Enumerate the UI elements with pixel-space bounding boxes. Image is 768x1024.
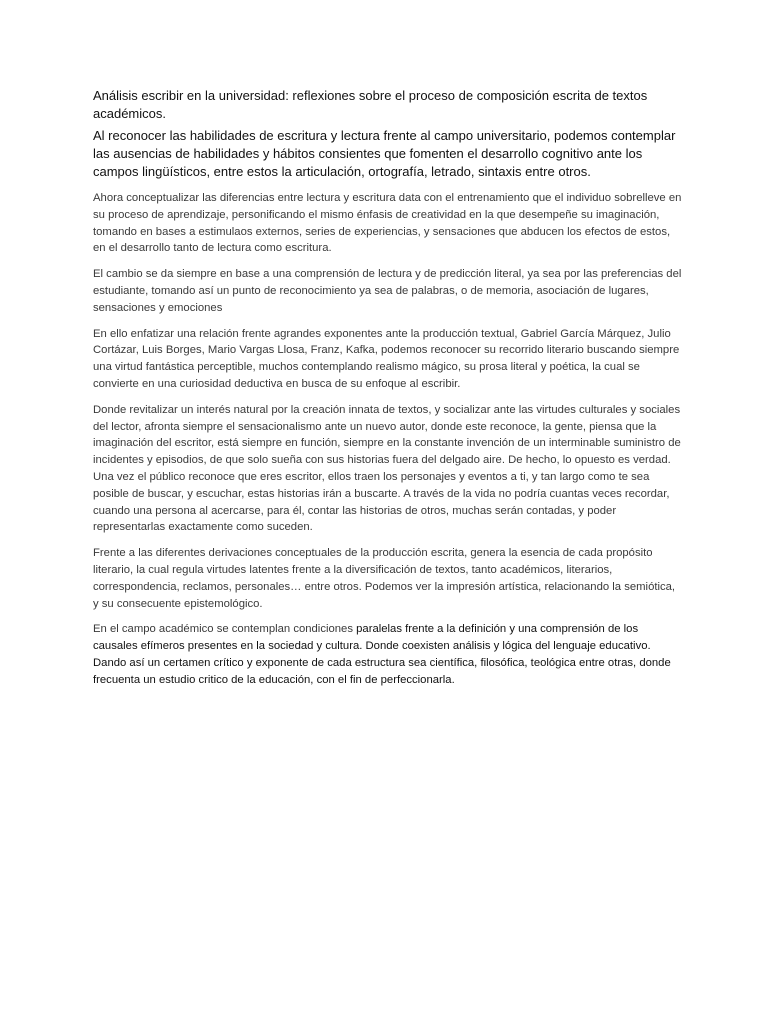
document-title: Análisis escribir en la universidad: reflexiones sobre el proceso de composición escrita de textos académicos. <box>93 88 648 121</box>
body-paragraph-3: En ello enfatizar una relación frente agrandes exponentes ante la producción textual, Gabriel García Márquez, Julio Cortázar, Luis Borges, Mario Vargas Llosa, Franz, Kafka, podemos reconocer su recorrido literario buscando siempre una virtud fantástica perceptible, muchos contemplando realismo mágico, su prosa literal y poética, la cual se convierte en una curiosidad deductiva en busca de su enfoque al escribir. <box>93 327 680 390</box>
document-body <box>93 87 683 689</box>
body-paragraph-2: El cambio se da siempre en base a una comprensión de lectura y de predicción literal, ya sea por las preferencias del estudiante, tomando así un punto de reconocimiento ya sea de palabras, o de memoria, asociación de lugares, sensaciones y emociones <box>93 268 682 314</box>
body-paragraph-4: Donde revitalizar un interés natural por la creación innata de textos, y socializar ante las virtudes culturales y sociales del lector, afronta siempre el sensacionalismo ante un nuevo autor, donde este reconoce, la gente, piensa que la imaginación del escritor, está siempre en función, siempre en la constante invención de un interminable suministro de incidentes y episodios, de que solo sueña con sus historias fuera del delgado aire. De hecho, lo opuesto es verdad. Una vez el público reconoce que eres escritor, ellos traen los personajes y eventos a ti, y tan largo como te sea posible de buscar, y escuchar, estas historias irán a buscarte. A través de la vida no podría cuantas veces recordar, cuando una persona al acercarse, para él, contar las historias de otros, muchas serán contadas, y poder representarlas exactamente como suceden. <box>93 403 681 534</box>
closing-paragraph-body: paralelas frente a la definición y una comprensión de los causales efímeros presentes en la sociedad y cultura. Donde coexisten análisis y lógica del lenguaje educativo. Dando así un certamen crítico y exponente de cada estructura sea científica, filosófica, teológica entre otras, donde frecuenta un estudio critico de la educación, con el fin de perfeccionarla. <box>93 623 671 686</box>
lead-paragraph: Al reconocer las habilidades de escritura y lectura frente al campo universitario, podemos contemplar las ausencias de habilidades y hábitos consientes que fomenten el desarrollo cognitivo ante los campos lingüísticos, entre estos la articulación, ortografía, letrado, sintaxis entre otros. <box>93 128 676 179</box>
closing-paragraph <box>93 621 683 688</box>
closing-paragraph-intro: En el campo académico se contemplan condiciones <box>93 623 357 636</box>
body-paragraph-5: Frente a las diferentes derivaciones conceptuales de la producción escrita, genera la esencia de cada propósito literario, la cual regula virtudes latentes frente a la diversificación de textos, tanto académicos, literarios, correspondencia, reclamos, personales… entre otros. Podemos ver la impresión artística, relacionando la semiótica, y su consecuente epistemológico. <box>93 547 676 610</box>
body-paragraph-1: Ahora conceptualizar las diferencias entre lectura y escritura data con el entrenamiento que el individuo sobrelleve en su proceso de aprendizaje, personificando el mismo énfasis de creatividad en la que desempeñe su imaginación, tomando en bases a estimulaos externos, series de experiencias, y sensaciones que abducen los efectos de estos, en el desarrollo tanto de lectura como escritura. <box>93 192 682 255</box>
